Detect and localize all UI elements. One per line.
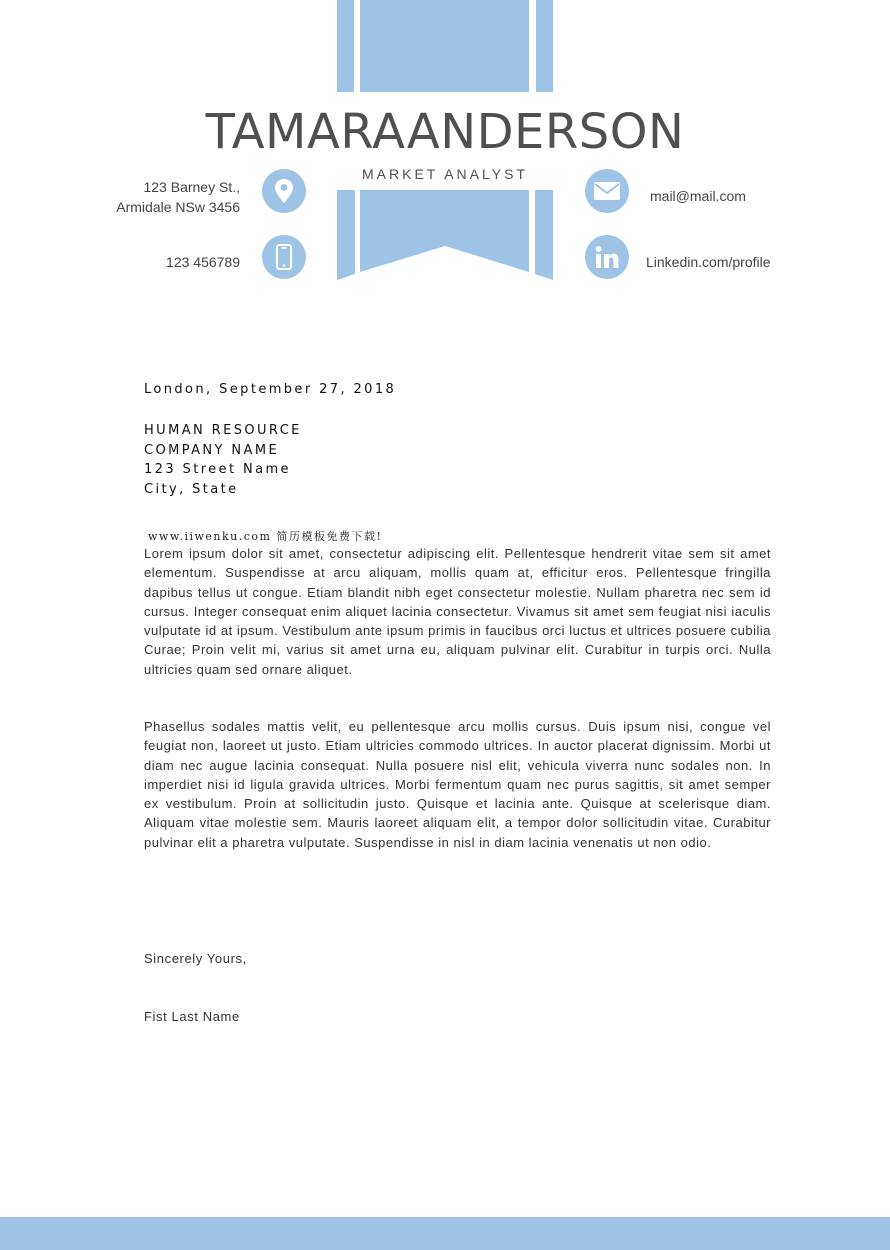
signature-name: Fist Last Name xyxy=(144,1009,240,1024)
applicant-role: MARKET ANALYST xyxy=(362,166,528,182)
closing-line: Sincerely Yours, xyxy=(144,951,247,966)
watermark-text: www.iiwenku.com 简历模板免费下载! xyxy=(148,530,383,543)
linkedin-profile: Linkedin.com/profile xyxy=(646,254,771,270)
mail-icon xyxy=(585,169,629,213)
recipient-line: 123 Street Name xyxy=(144,462,291,477)
recipient-block xyxy=(144,421,771,499)
header-bar-center xyxy=(360,0,529,92)
phone-number: 123 456789 xyxy=(166,254,240,270)
header-bar-right xyxy=(536,0,553,92)
location-icon xyxy=(262,169,306,213)
linkedin-icon xyxy=(585,235,629,279)
mobile-icon xyxy=(262,235,306,279)
header-ribbon xyxy=(335,190,555,282)
email-address: mail@mail.com xyxy=(650,188,746,204)
address xyxy=(116,177,240,217)
address-line-2: Armidale NSw 3456 xyxy=(116,199,240,215)
recipient-line: COMPANY NAME xyxy=(144,442,280,458)
header-bar-left xyxy=(337,0,354,92)
recipient-line: City, State xyxy=(144,481,239,497)
footer-bar xyxy=(0,1217,890,1250)
address-line-1: 123 Barney St., xyxy=(143,179,240,195)
letter-date: London, September 27, 2018 xyxy=(144,382,397,397)
applicant-name: TAMARAANDERSON xyxy=(205,104,685,160)
body-paragraph: Phasellus sodales mattis velit, eu pellentesque arcu mollis cursus. Duis ipsum nisi, congue vel feugiat non, laoreet ut justo. Etiam ultricies commodo ultrices. In auctor placerat dignissim. Morbi ut diam nec augue lacinia consequat. Nulla posuere nisl elit, vehicula viverra nunc sodales non. In imperdiet nisi id ligula gravida ultrices. Morbi fermentum quam nec purus sagittis, sit amet semper ex vestibulum. Proin at sollicitudin justo. Quisque et lacinia ante. Quisque at scelerisque diam. Aliquam vitae molestie sem. Mauris laoreet aliquam elit, a tempor dolor sollicitudin vitae. Curabitur pulvinar elit a pharetra vulputate. Suspendisse in nisl in diam lacinia venenatis ut non odio. xyxy=(144,719,771,850)
recipient-line: HUMAN RESOURCE xyxy=(144,423,302,438)
body-paragraph: Lorem ipsum dolor sit amet, consectetur adipiscing elit. Pellentesque hendrerit vitae sem sit amet elementum. Suspendisse at arcu aliquam, mollis quam at, efficitur eros. Pellentesque fringilla dapibus tellus ut congue. Etiam blandit nibh eget consectetur molestie. Nullam pharetra nec sem id cursus. Integer consequat enim aliquet lacinia consectetur. Vivamus sit amet sem feugiat nisi iaculis vulputate id at ipsum. Vestibulum ante ipsum primis in faucibus orci luctus et ultrices posuere cubilia Curae; Proin velit mi, varius sit amet urna eu, aliquam pulvinar elit. Curabitur in turpis orci. Nulla ultricies quam sed ornare aliquet. xyxy=(144,546,771,677)
